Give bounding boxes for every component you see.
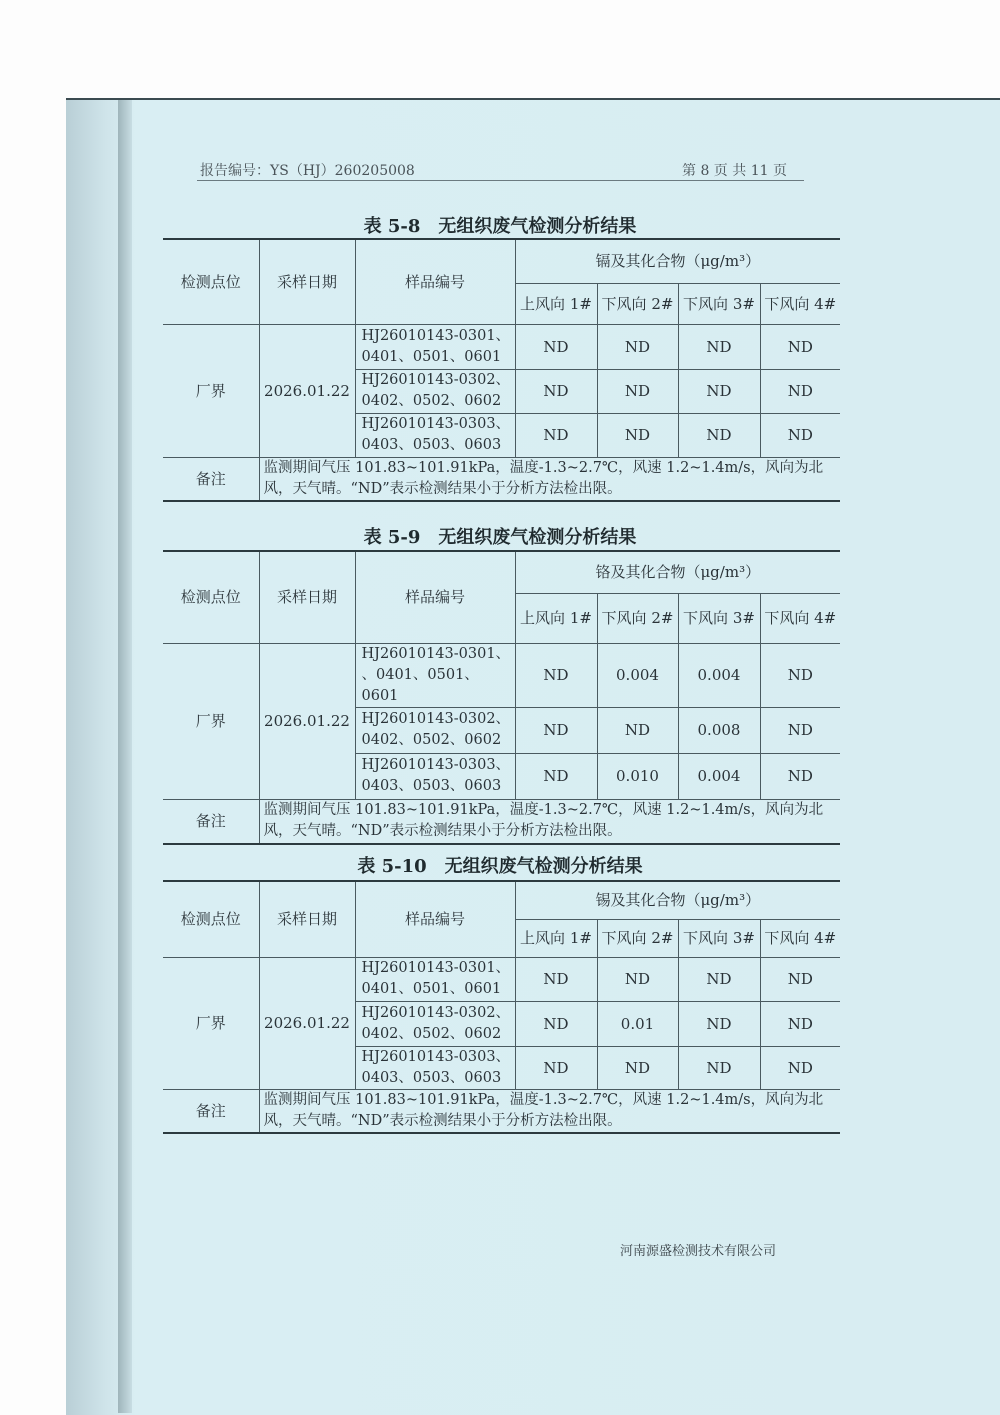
sample-id-line: 0402、0502、0602 (361, 732, 502, 748)
value-cell: ND (760, 369, 840, 413)
value-cell: ND (515, 1046, 597, 1089)
sample-id-line: HJ26010143-0301、 (361, 327, 511, 344)
value-cell: ND (760, 707, 840, 753)
value-cell: ND (678, 1046, 760, 1089)
value-cell: 0.004 (678, 643, 760, 707)
table-title: 表 5-8 无组织废气检测分析结果 (363, 216, 637, 237)
value-cell: ND (515, 957, 597, 1001)
results-table (163, 550, 840, 845)
report-number: 报告编号：YS（HJ）260205008 (200, 163, 415, 179)
location-cell: 厂界 (163, 643, 259, 799)
sample-id-line: 0402、0502、0602 (361, 1025, 502, 1042)
header-divider (197, 180, 804, 181)
table-title: 表 5-10 无组织废气检测分析结果 (357, 856, 643, 877)
sample-id-cell (355, 1001, 515, 1046)
header-location: 检测点位 (163, 551, 259, 643)
value-cell: ND (760, 1046, 840, 1089)
sample-id-line: 0401、0501、0601 (361, 981, 502, 997)
value-cell: ND (515, 753, 597, 799)
value-cell: ND (678, 957, 760, 1001)
header-direction-4: 下风向 4# (760, 919, 840, 957)
header-sample: 样品编号 (355, 881, 515, 957)
header-direction-2: 下风向 2# (597, 919, 678, 957)
date-cell: 2026.01.22 (259, 643, 355, 799)
header-date: 采样日期 (259, 881, 355, 957)
value-cell: 0.004 (597, 643, 678, 707)
header-direction-2: 下风向 2# (597, 593, 678, 643)
value-cell: ND (597, 707, 678, 753)
sample-id-line: HJ26010143-0303、 (361, 757, 511, 773)
date-cell: 2026.01.22 (259, 957, 355, 1089)
header-location: 检测点位 (163, 881, 259, 957)
value-cell: ND (597, 324, 678, 369)
value-cell: ND (678, 1001, 760, 1046)
header-direction-2: 下风向 2# (597, 283, 678, 324)
sample-id-cell (355, 753, 515, 799)
value-cell: ND (597, 369, 678, 413)
sample-id-line: 0403、0503、0603 (361, 778, 502, 794)
table-row (163, 643, 840, 707)
sample-id-cell (355, 643, 515, 707)
value-cell: 0.004 (678, 753, 760, 799)
date-cell: 2026.01.22 (259, 324, 355, 457)
value-cell: ND (597, 413, 678, 457)
value-cell: ND (760, 957, 840, 1001)
sample-id-line: HJ26010143-0303、 (361, 1048, 511, 1065)
header-direction-4: 下风向 4# (760, 283, 840, 324)
remark-label: 备注 (163, 457, 259, 501)
sample-id-line: 0402、0502、0602 (361, 393, 502, 409)
header-date: 采样日期 (259, 551, 355, 643)
value-cell: 0.008 (678, 707, 760, 753)
header-pollutant: 铬及其化合物（μg/m³） (515, 551, 840, 593)
header-direction-1: 上风向 1# (515, 919, 597, 957)
value-cell: ND (515, 324, 597, 369)
remark-text: 监测期间气压 101.83~101.91kPa，温度-1.3~2.7℃，风速 1.2~1.4m/s，风向为北风，天气晴。“ND”表示检测结果小于分析方法检出限。 (259, 1089, 840, 1133)
value-cell: 0.010 (597, 753, 678, 799)
table-row (163, 324, 840, 369)
remark-text: 监测期间气压 101.83~101.91kPa，温度-1.3~2.7℃，风速 1.2~1.4m/s，风向为北风，天气晴。“ND”表示检测结果小于分析方法检出限。 (259, 799, 840, 844)
value-cell: ND (515, 643, 597, 707)
header-direction-1: 上风向 1# (515, 593, 597, 643)
sample-id-line: 、0401、0501、0601 (361, 666, 479, 704)
remark-label: 备注 (163, 1089, 259, 1133)
sample-id-cell (355, 369, 515, 413)
sample-id-line: HJ26010143-0302、 (361, 372, 511, 388)
remark-text: 监测期间气压 101.83~101.91kPa，温度-1.3~2.7℃，风速 1.2~1.4m/s，风向为北风，天气晴。“ND”表示检测结果小于分析方法检出限。 (259, 457, 840, 501)
sample-id-line: 0403、0503、0603 (361, 1069, 502, 1086)
page-number: 第 8 页 共 11 页 (682, 163, 787, 179)
value-cell: ND (678, 324, 760, 369)
location-cell: 厂界 (163, 957, 259, 1089)
results-table (163, 880, 840, 1134)
sample-id-line: HJ26010143-0302、 (361, 1004, 511, 1021)
header-pollutant: 锡及其化合物（μg/m³） (515, 881, 840, 919)
sample-id-line: HJ26010143-0302、 (361, 711, 511, 727)
sample-id-cell (355, 957, 515, 1001)
value-cell: ND (760, 753, 840, 799)
header-direction-3: 下风向 3# (678, 919, 760, 957)
header-direction-3: 下风向 3# (678, 593, 760, 643)
sample-id-line: 0403、0503、0603 (361, 437, 502, 453)
value-cell: ND (760, 324, 840, 369)
header-date: 采样日期 (259, 239, 355, 324)
value-cell: ND (760, 413, 840, 457)
value-cell: ND (678, 413, 760, 457)
value-cell: ND (678, 369, 760, 413)
header-sample: 样品编号 (355, 239, 515, 324)
value-cell: ND (597, 957, 678, 1001)
value-cell: ND (760, 643, 840, 707)
sample-id-line: HJ26010143-0301、 (361, 960, 511, 976)
value-cell: ND (515, 707, 597, 753)
sample-id-line: 0401、0501、0601 (361, 348, 502, 365)
remark-label: 备注 (163, 799, 259, 844)
value-cell: ND (597, 1046, 678, 1089)
value-cell: ND (515, 1001, 597, 1046)
sample-id-cell (355, 324, 515, 369)
header-location: 检测点位 (163, 239, 259, 324)
sample-id-cell (355, 707, 515, 753)
sample-id-line: HJ26010143-0301、 (361, 645, 511, 662)
table-title: 表 5-9 无组织废气检测分析结果 (363, 527, 637, 548)
header-direction-1: 上风向 1# (515, 283, 597, 324)
header-pollutant: 镉及其化合物（μg/m³） (515, 239, 840, 283)
value-cell: ND (515, 413, 597, 457)
header-sample: 样品编号 (355, 551, 515, 643)
header-direction-3: 下风向 3# (678, 283, 760, 324)
header-direction-4: 下风向 4# (760, 593, 840, 643)
value-cell: 0.01 (597, 1001, 678, 1046)
binding-shadow (118, 100, 132, 1413)
company-name: 河南源盛检测技术有限公司 (620, 1244, 777, 1259)
table-row (163, 957, 840, 1001)
sample-id-cell (355, 1046, 515, 1089)
value-cell: ND (515, 369, 597, 413)
sample-id-cell (355, 413, 515, 457)
value-cell: ND (760, 1001, 840, 1046)
sample-id-line: HJ26010143-0303、 (361, 416, 511, 432)
results-table (163, 238, 840, 502)
location-cell: 厂界 (163, 324, 259, 457)
